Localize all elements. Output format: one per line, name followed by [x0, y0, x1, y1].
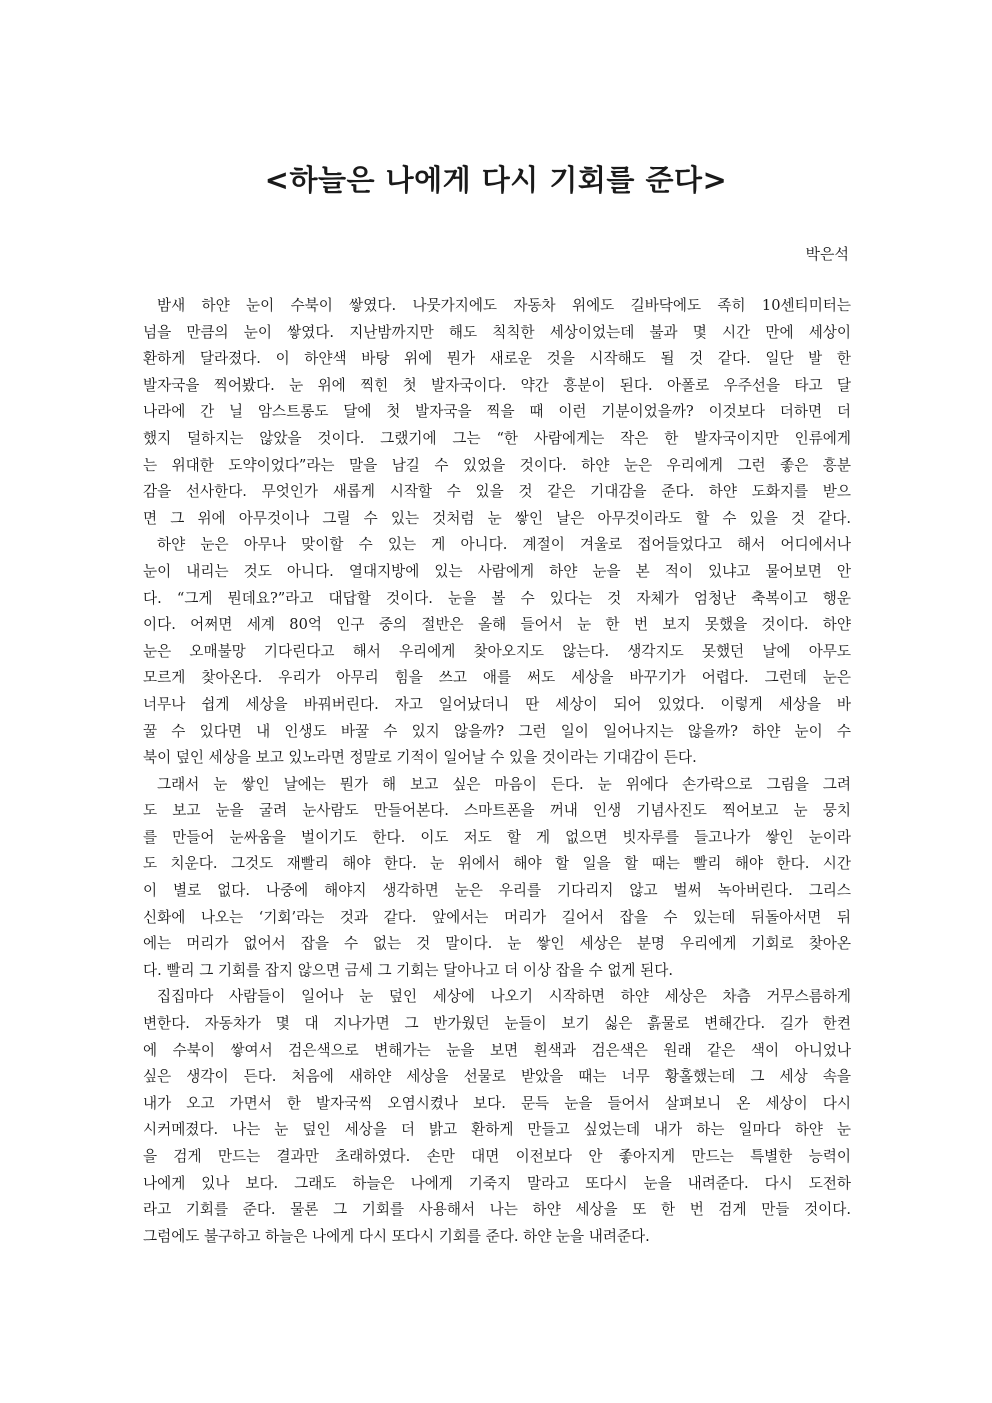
text-line: 을 검게 만드는 결과만 초래하였다. 손만 대면 이전보다 안 좋아지게 만드는 특별한 능력이	[143, 1148, 851, 1165]
text-line: 는 위대한 도약이었다”라는 말을 남길 수 있었을 것이다. 하얀 눈은 우리에게 그런 좋은 흥분	[143, 456, 851, 474]
text-line: 면 그 위에 아무것이나 그릴 수 있는 것처럼 눈 쌓인 날은 아무것이라도 할 수 있을 것 같다.	[143, 509, 851, 527]
text-line: 나에게 있나 보다. 그래도 하늘은 나에게 기죽지 말라고 또다시 눈을 내려준다. 다시 도전하	[143, 1174, 851, 1192]
text-line: 신화에 나오는 ‘기회’라는 것과 같다. 앞에서는 머리가 길어서 잡을 수 있는데 뒤돌아서면 뒤	[143, 908, 851, 926]
text-line: 에는 머리가 없어서 잡을 수 없는 것 말이다. 눈 쌓인 세상은 분명 우리에게 기회로 찾아온	[143, 935, 851, 953]
text-line: 도 치운다. 그것도 재빨리 해야 한다. 눈 위에서 해야 할 일을 할 때는 빨리 해야 한다. 시간	[143, 855, 851, 873]
text-line: 다. “그게 뭔데요?”라고 대답할 것이다. 눈을 볼 수 있다는 것 자체가 엄청난 축복이고 행운	[143, 589, 851, 607]
text-line: 발자국을 찍어봤다. 눈 위에 찍힌 첫 발자국이다. 약간 흥분이 된다. 아폴로 우주선을 타고 달	[143, 376, 851, 394]
text-line: 나라에 간 닐 암스트롱도 달에 첫 발자국을 찍을 때 이런 기분이었을까? 이것보다 더하면 더	[143, 403, 851, 421]
text-line: 북이 덮인 세상을 보고 있노라면 정말로 기적이 일어날 수 있을 것이라는 기대감이 든다.	[143, 749, 697, 767]
text-line: 다. 빨리 그 기회를 잡지 않으면 금세 그 기회는 달아나고 더 이상 잡을 수 없게 된다.	[143, 961, 673, 979]
text-line: 라고 기회를 준다. 물론 그 기회를 사용해서 나는 하얀 세상을 또 한 번 검게 만들 것이다.	[143, 1201, 851, 1219]
text-line: 꿀 수 있다면 내 인생도 바꿀 수 있지 않을까? 그런 일이 일어나지는 않을까? 하얀 눈이 수	[143, 722, 851, 740]
text-line: 넘을 만큼의 눈이 쌓였다. 지난밤까지만 해도 칙칙한 세상이었는데 불과 몇 시간 만에 세상이	[143, 323, 851, 341]
author-name: 박은석	[805, 245, 849, 263]
text-line: 집집마다 사람들이 일어나 눈 덮인 세상에 나오기 시작하면 하얀 세상은 차츰 거무스름하게	[157, 988, 851, 1006]
text-line: 모르게 찾아온다. 우리가 아무리 힘을 쓰고 애를 써도 세상을 바꾸기가 어렵다. 그런데 눈은	[143, 669, 851, 687]
text-line: 도 보고 눈을 굴려 눈사람도 만들어본다. 스마트폰을 꺼내 인생 기념사진도 찍어보고 눈 뭉치	[143, 802, 851, 820]
text-line: 변한다. 자동차가 몇 대 지나가면 그 반가웠던 눈들이 보기 싫은 흙물로 변해간다. 길가 한켠	[143, 1015, 851, 1033]
text-line: 눈은 오매불망 기다린다고 해서 우리에게 찾아오지도 않는다. 생각지도 못했던 날에 아무도	[143, 642, 851, 660]
text-line: 시커메졌다. 나는 눈 덮인 세상을 더 밝고 환하게 만들고 싶었는데 내가 하는 일마다 하얀 눈	[143, 1121, 851, 1139]
text-line: 너무나 쉽게 세상을 바꿔버린다. 자고 일어났더니 딴 세상이 되어 있었다. 이렇게 세상을 바	[143, 695, 851, 713]
text-line: 환하게 달라졌다. 이 하얀색 바탕 위에 뭔가 새로운 것을 시작해도 될 것 같다. 일단 발 한	[143, 350, 851, 368]
document-title: <하늘은 나에게 다시 기회를 준다>	[264, 163, 728, 197]
text-line: 했지 덜하지는 않았을 것이다. 그랬기에 그는 “한 사람에게는 작은 한 발자국이지만 인류에게	[143, 429, 851, 447]
text-line: 그래서 눈 쌓인 날에는 뭔가 해 보고 싶은 마음이 든다. 눈 위에다 손가락으로 그림을 그려	[157, 775, 851, 793]
text-line: 를 만들어 눈싸움을 벌이기도 한다. 이도 저도 할 게 없으면 빗자루를 들고나가 쌓인 눈이라	[143, 828, 851, 846]
text-line: 내가 오고 가면서 한 발자국씩 오염시켰나 보다. 문득 눈을 들어서 살펴보니 온 세상이 다시	[143, 1094, 851, 1112]
text-line: 감을 선사한다. 무엇인가 새롭게 시작할 수 있을 것 같은 기대감을 준다. 하얀 도화지를 받으	[143, 483, 851, 501]
text-line: 눈이 내리는 것도 아니다. 열대지방에 있는 사람에게 하얀 눈을 본 적이 있냐고 물어보면 안	[143, 562, 851, 580]
text-line: 그럼에도 불구하고 하늘은 나에게 다시 또다시 기회를 준다. 하얀 눈을 내려준다.	[143, 1227, 650, 1245]
text-line: 하얀 눈은 아무나 맞이할 수 있는 게 아니다. 계절이 겨울로 접어들었다고 해서 어디에서나	[157, 536, 851, 554]
text-line: 이 별로 없다. 나중에 해야지 생각하면 눈은 우리를 기다리지 않고 벌써 녹아버린다. 그리스	[143, 882, 851, 900]
text-line: 싶은 생각이 든다. 처음에 새하얀 세상을 선물로 받았을 때는 너무 황홀했는데 그 세상 속을	[143, 1068, 851, 1086]
essay-body	[143, 293, 851, 1250]
text-line: 에 수북이 쌓여서 검은색으로 변해가는 눈을 보면 흰색과 검은색은 원래 같은 색이 아니었나	[143, 1041, 851, 1059]
text-line: 이다. 어쩌면 세계 80억 인구 중의 절반은 올해 들어서 눈 한 번 보지 못했을 것이다. 하얀	[143, 616, 851, 634]
text-line: 밤새 하얀 눈이 수북이 쌓였다. 나뭇가지에도 자동차 위에도 길바닥에도 족히 10센티미터는	[157, 297, 851, 314]
